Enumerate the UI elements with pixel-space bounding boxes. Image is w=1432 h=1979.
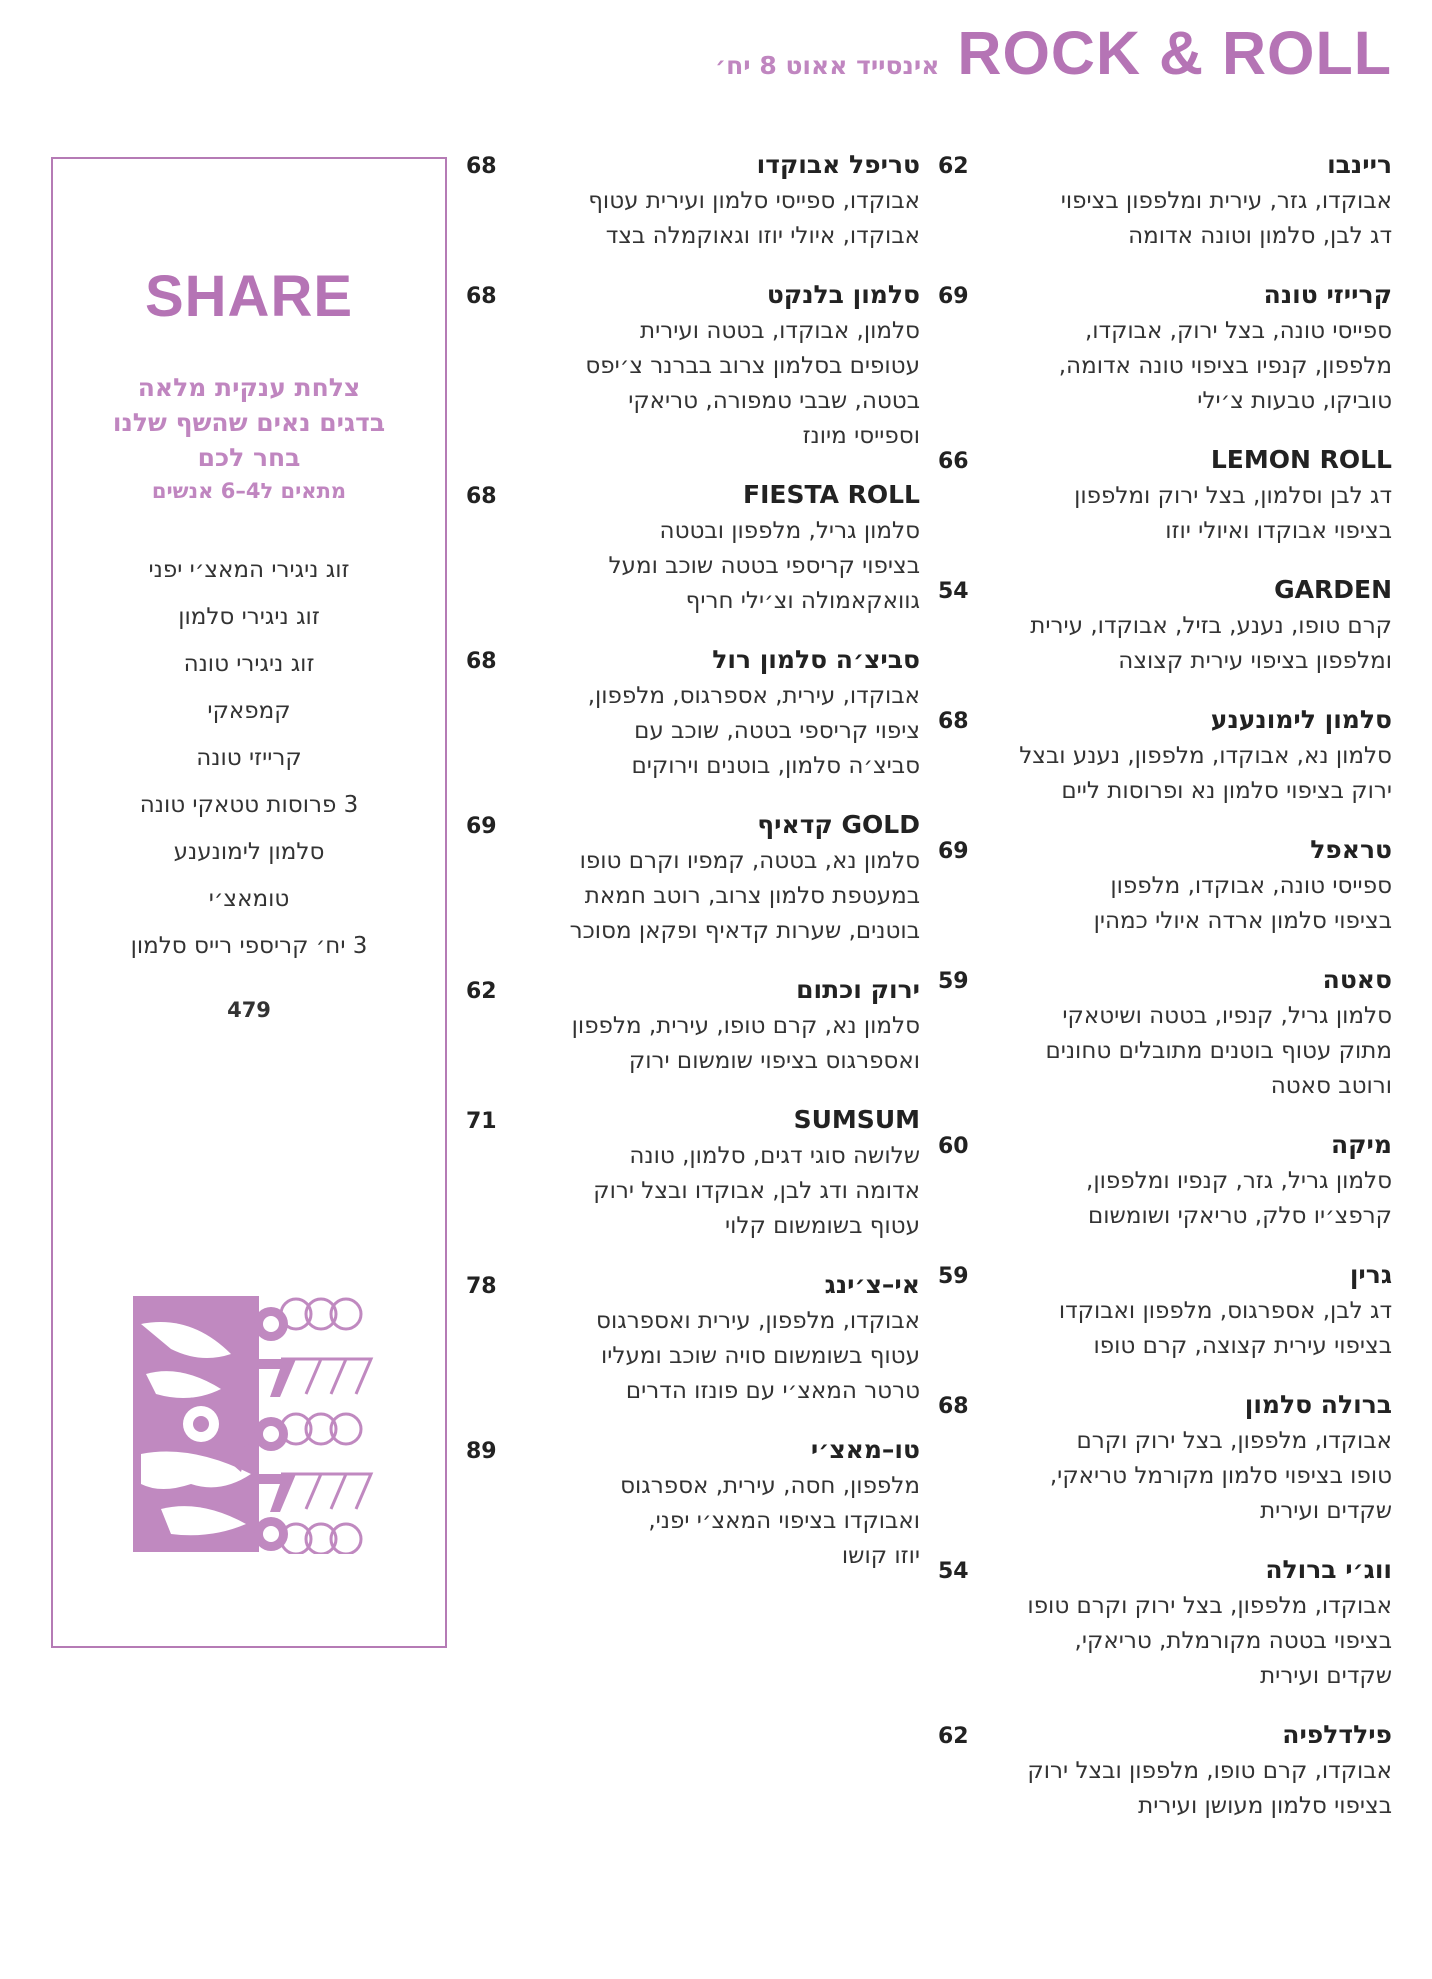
menu-item-header	[460, 278, 920, 314]
menu-item-price: 68	[938, 1394, 969, 1419]
menu-item	[932, 573, 1392, 679]
share-description: צלחת ענקית מלאה בדגים נאים שהשף שלנו בחר לכם	[112, 373, 386, 472]
menu-item-price: 68	[466, 484, 497, 509]
menu-item-header	[932, 573, 1392, 609]
menu-item-header	[932, 963, 1392, 999]
menu-item-description: אבוקדו, מלפפון, בצל ירוק וקרם טופו בציפוי בטטה מקורמלת, טריאקי, שקדים ועירית	[1027, 1593, 1392, 1689]
menu-item	[932, 963, 1392, 1104]
menu-item-description: דג לבן וסלמון, בצל ירוק ומלפפון בציפוי אבוקדו ואיולי יוזו	[1074, 483, 1392, 544]
menu-item	[932, 278, 1392, 419]
menu-item-name: LEMON ROLL	[1210, 445, 1392, 474]
menu-item	[460, 1268, 920, 1409]
menu-item	[932, 1553, 1392, 1694]
menu-item-description: סלמון גריל, מלפפון ובטטה בציפוי קריספי בטטה שוכב ומעל גוואקאמולה וצ׳ילי חריף	[608, 518, 920, 614]
menu-item-description: קרם טופו, נענע, בזיל, אבוקדו, עירית ומלפפון בציפוי עירית קצוצה	[1030, 613, 1392, 674]
menu-item	[460, 148, 920, 254]
menu-item	[932, 1258, 1392, 1364]
menu-item-name: קרייזי טונה	[1263, 280, 1392, 309]
share-items-list	[53, 547, 445, 970]
menu-item-name: GARDEN	[1274, 575, 1392, 604]
menu-item-description: אבוקדו, עירית, אספרגוס, מלפפון, ציפוי קריספי בטטה, שוכב עם סביצ׳ה סלמון, בוטנים וירוקים	[587, 683, 920, 779]
share-item: קרייזי טונה	[196, 745, 302, 771]
share-item: טומאצ׳י	[208, 886, 290, 912]
menu-item-description: אבוקדו, גזר, עירית ומלפפון בציפוי דג לבן, סלמון וטונה אדומה	[1060, 188, 1392, 249]
menu-item-price: 68	[938, 709, 969, 734]
menu-item-price: 62	[938, 1724, 969, 1749]
menu-item-name: אי–צ׳ינג	[824, 1270, 920, 1299]
menu-item-description: ספייסי טונה, בצל ירוק, אבוקדו, מלפפון, קנפיו בציפוי טונה אדומה, טוביקו, טבעות צ׳ילי	[1058, 318, 1392, 414]
menu-item-header	[460, 1103, 920, 1139]
menu-item-description: אבוקדו, מלפפון, עירית ואספרגוס עטוף בשומשום סויה שוכב ומעליו טרטר המאצ׳י עם פונזו הדרים	[596, 1308, 920, 1404]
menu-item	[460, 643, 920, 784]
menu-item-price: 62	[466, 979, 497, 1004]
menu-item	[932, 148, 1392, 254]
menu-item-description: מלפפון, חסה, עירית, אספרגוס ואבוקדו בציפוי המאצ׳י יפני, יוזו קושו	[620, 1473, 920, 1569]
menu-item-description: אבוקדו, קרם טופו, מלפפון ובצל ירוק בציפוי סלמון מעושן ועירית	[1027, 1758, 1392, 1819]
menu-item-header	[932, 1553, 1392, 1589]
menu-item-header	[460, 478, 920, 514]
menu-item	[460, 478, 920, 619]
menu-item-name: טראפל	[1310, 835, 1392, 864]
menu-item	[932, 703, 1392, 809]
menu-item-name: טריפל אבוקדו	[756, 150, 920, 179]
share-item: זוג ניגירי המאצ׳י יפני	[148, 557, 350, 583]
menu-item-description: דג לבן, אספרגוס, מלפפון ואבוקדו בציפוי עירית קצוצה, קרם טופו	[1058, 1298, 1392, 1359]
menu-item-name: SUMSUM	[793, 1105, 920, 1134]
menu-column-middle	[460, 148, 920, 1598]
menu-item-header	[460, 643, 920, 679]
menu-item-description: סלמון, אבוקדו, בטטה ועירית עטופים בסלמון צרוב בברנר צ׳יפס בטטה, שבבי טמפורה, טריאקי וספייסי מיונז	[585, 318, 920, 449]
dragon-mask-logo-icon	[131, 1294, 379, 1554]
menu-item-price: 89	[466, 1439, 497, 1464]
section-subtitle: אינסייד אאוט 8 יח׳	[715, 51, 940, 80]
menu-item-header	[460, 148, 920, 184]
menu-item-header	[932, 1128, 1392, 1164]
menu-item	[932, 443, 1392, 549]
menu-item-description: סלמון נא, קרם טופו, עירית, מלפפון ואספרגוס בציפוי שומשום ירוק	[571, 1013, 920, 1074]
share-price: 479	[227, 998, 271, 1022]
menu-item-description: אבוקדו, מלפפון, בצל ירוק וקרם טופו בציפוי סלמון מקורמל טריאקי, שקדים ועירית	[1049, 1428, 1392, 1524]
menu-item	[460, 278, 920, 454]
menu-item-price: 78	[466, 1274, 497, 1299]
share-item: זוג ניגירי סלמון	[178, 604, 320, 630]
page-header	[715, 18, 1392, 88]
menu-item-header	[932, 1718, 1392, 1754]
menu-item	[460, 1433, 920, 1574]
menu-item-price: 54	[938, 579, 969, 604]
menu-item-name: ברולה סלמון	[1244, 1390, 1392, 1419]
menu-item-description: סלמון נא, בטטה, קמפיו וקרם טופו במעטפת סלמון צרוב, רוטב חמאת בוטנים, שערות קדאיף ופקאן מסוכר	[569, 848, 920, 944]
menu-item-header	[932, 1258, 1392, 1294]
menu-item	[460, 1103, 920, 1244]
share-item: סלמון לימונענע	[173, 839, 325, 865]
menu-item-price: 54	[938, 1559, 969, 1584]
menu-item-description: סלמון גריל, קנפיו, בטטה ושיטאקי מתוק עטוף בוטנים מתובלים טחונים ורוטב סאטה	[1045, 1003, 1392, 1099]
share-box	[51, 157, 447, 1648]
share-item: זוג ניגירי טונה	[183, 651, 315, 677]
menu-item-description: אבוקדו, ספייסי סלמון ועירית עטוף אבוקדו, איולי יוזו וגאוקמלה בצד	[588, 188, 920, 249]
share-item: 3 יח׳ קריספי רייס סלמון	[130, 933, 368, 959]
menu-item-header	[932, 148, 1392, 184]
menu-item	[932, 1388, 1392, 1529]
menu-item-header	[460, 1433, 920, 1469]
menu-item-header	[932, 1388, 1392, 1424]
menu-item-price: 68	[466, 154, 497, 179]
share-title: SHARE	[144, 264, 354, 329]
menu-item-price: 60	[938, 1134, 969, 1159]
menu-item-name: GOLD קדאיף	[757, 810, 920, 839]
menu-item-price: 62	[938, 154, 969, 179]
menu-item-price: 68	[466, 284, 497, 309]
menu-item-header	[460, 1268, 920, 1304]
menu-item-price: 69	[466, 814, 497, 839]
menu-item-header	[932, 443, 1392, 479]
menu-item-name: ירוק וכתום	[796, 975, 920, 1004]
menu-item	[932, 1128, 1392, 1234]
menu-item-price: 66	[938, 449, 969, 474]
menu-column-right	[932, 148, 1392, 1848]
menu-item-name: סלמון בלנקט	[766, 280, 920, 309]
menu-item	[460, 973, 920, 1079]
share-serving-note: מתאים ל4–6 אנשים	[151, 479, 347, 503]
menu-item-name: מיקה	[1330, 1130, 1392, 1159]
menu-item-description: שלושה סוגי דגים, סלמון, טונה אדומה ודג לבן, אבוקדו ובצל ירוק עטוף בשומשום קלוי	[593, 1143, 920, 1239]
menu-item-price: 69	[938, 284, 969, 309]
menu-item-price: 68	[466, 649, 497, 674]
menu-item-name: ווג׳י ברולה	[1265, 1555, 1392, 1584]
menu-item-price: 59	[938, 969, 969, 994]
menu-item	[932, 833, 1392, 939]
menu-item-header	[460, 808, 920, 844]
section-title: ROCK & ROLL	[957, 19, 1392, 87]
share-item: קמפאקי	[207, 698, 291, 724]
menu-item-description: סלמון גריל, גזר, קנפיו ומלפפון, קרפצ׳יו סלק, טריאקי ושומשום	[1086, 1168, 1392, 1229]
menu-item-name: סביצ׳ה סלמון רול	[712, 645, 920, 674]
menu-item-price: 71	[466, 1109, 497, 1134]
menu-item-price: 69	[938, 839, 969, 864]
menu-item-header	[932, 833, 1392, 869]
menu-item-description: ספייסי טונה, אבוקדו, מלפפון בציפוי סלמון ארדה איולי כמהין	[1093, 873, 1392, 934]
menu-item-name: ריינבו	[1327, 150, 1392, 179]
menu-item-name: FIESTA ROLL	[743, 480, 920, 509]
menu-item-description: סלמון נא, אבוקדו, מלפפון, נענע ובצל ירוק בציפוי סלמון נא ופרוסות ליים	[1019, 743, 1392, 804]
menu-item-header	[932, 278, 1392, 314]
menu-item	[932, 1718, 1392, 1824]
menu-item-name: טו–מאצ׳י	[810, 1435, 920, 1464]
menu-item-header	[460, 973, 920, 1009]
menu-item-name: סאטה	[1322, 965, 1392, 994]
menu-item	[460, 808, 920, 949]
menu-item-header	[932, 703, 1392, 739]
share-item: 3 פרוסות טטאקי טונה	[139, 792, 359, 818]
menu-item-price: 59	[938, 1264, 969, 1289]
menu-item-name: פילדלפיה	[1282, 1720, 1392, 1749]
menu-item-name: סלמון לימונענע	[1210, 705, 1392, 734]
menu-item-name: גרין	[1349, 1260, 1392, 1289]
